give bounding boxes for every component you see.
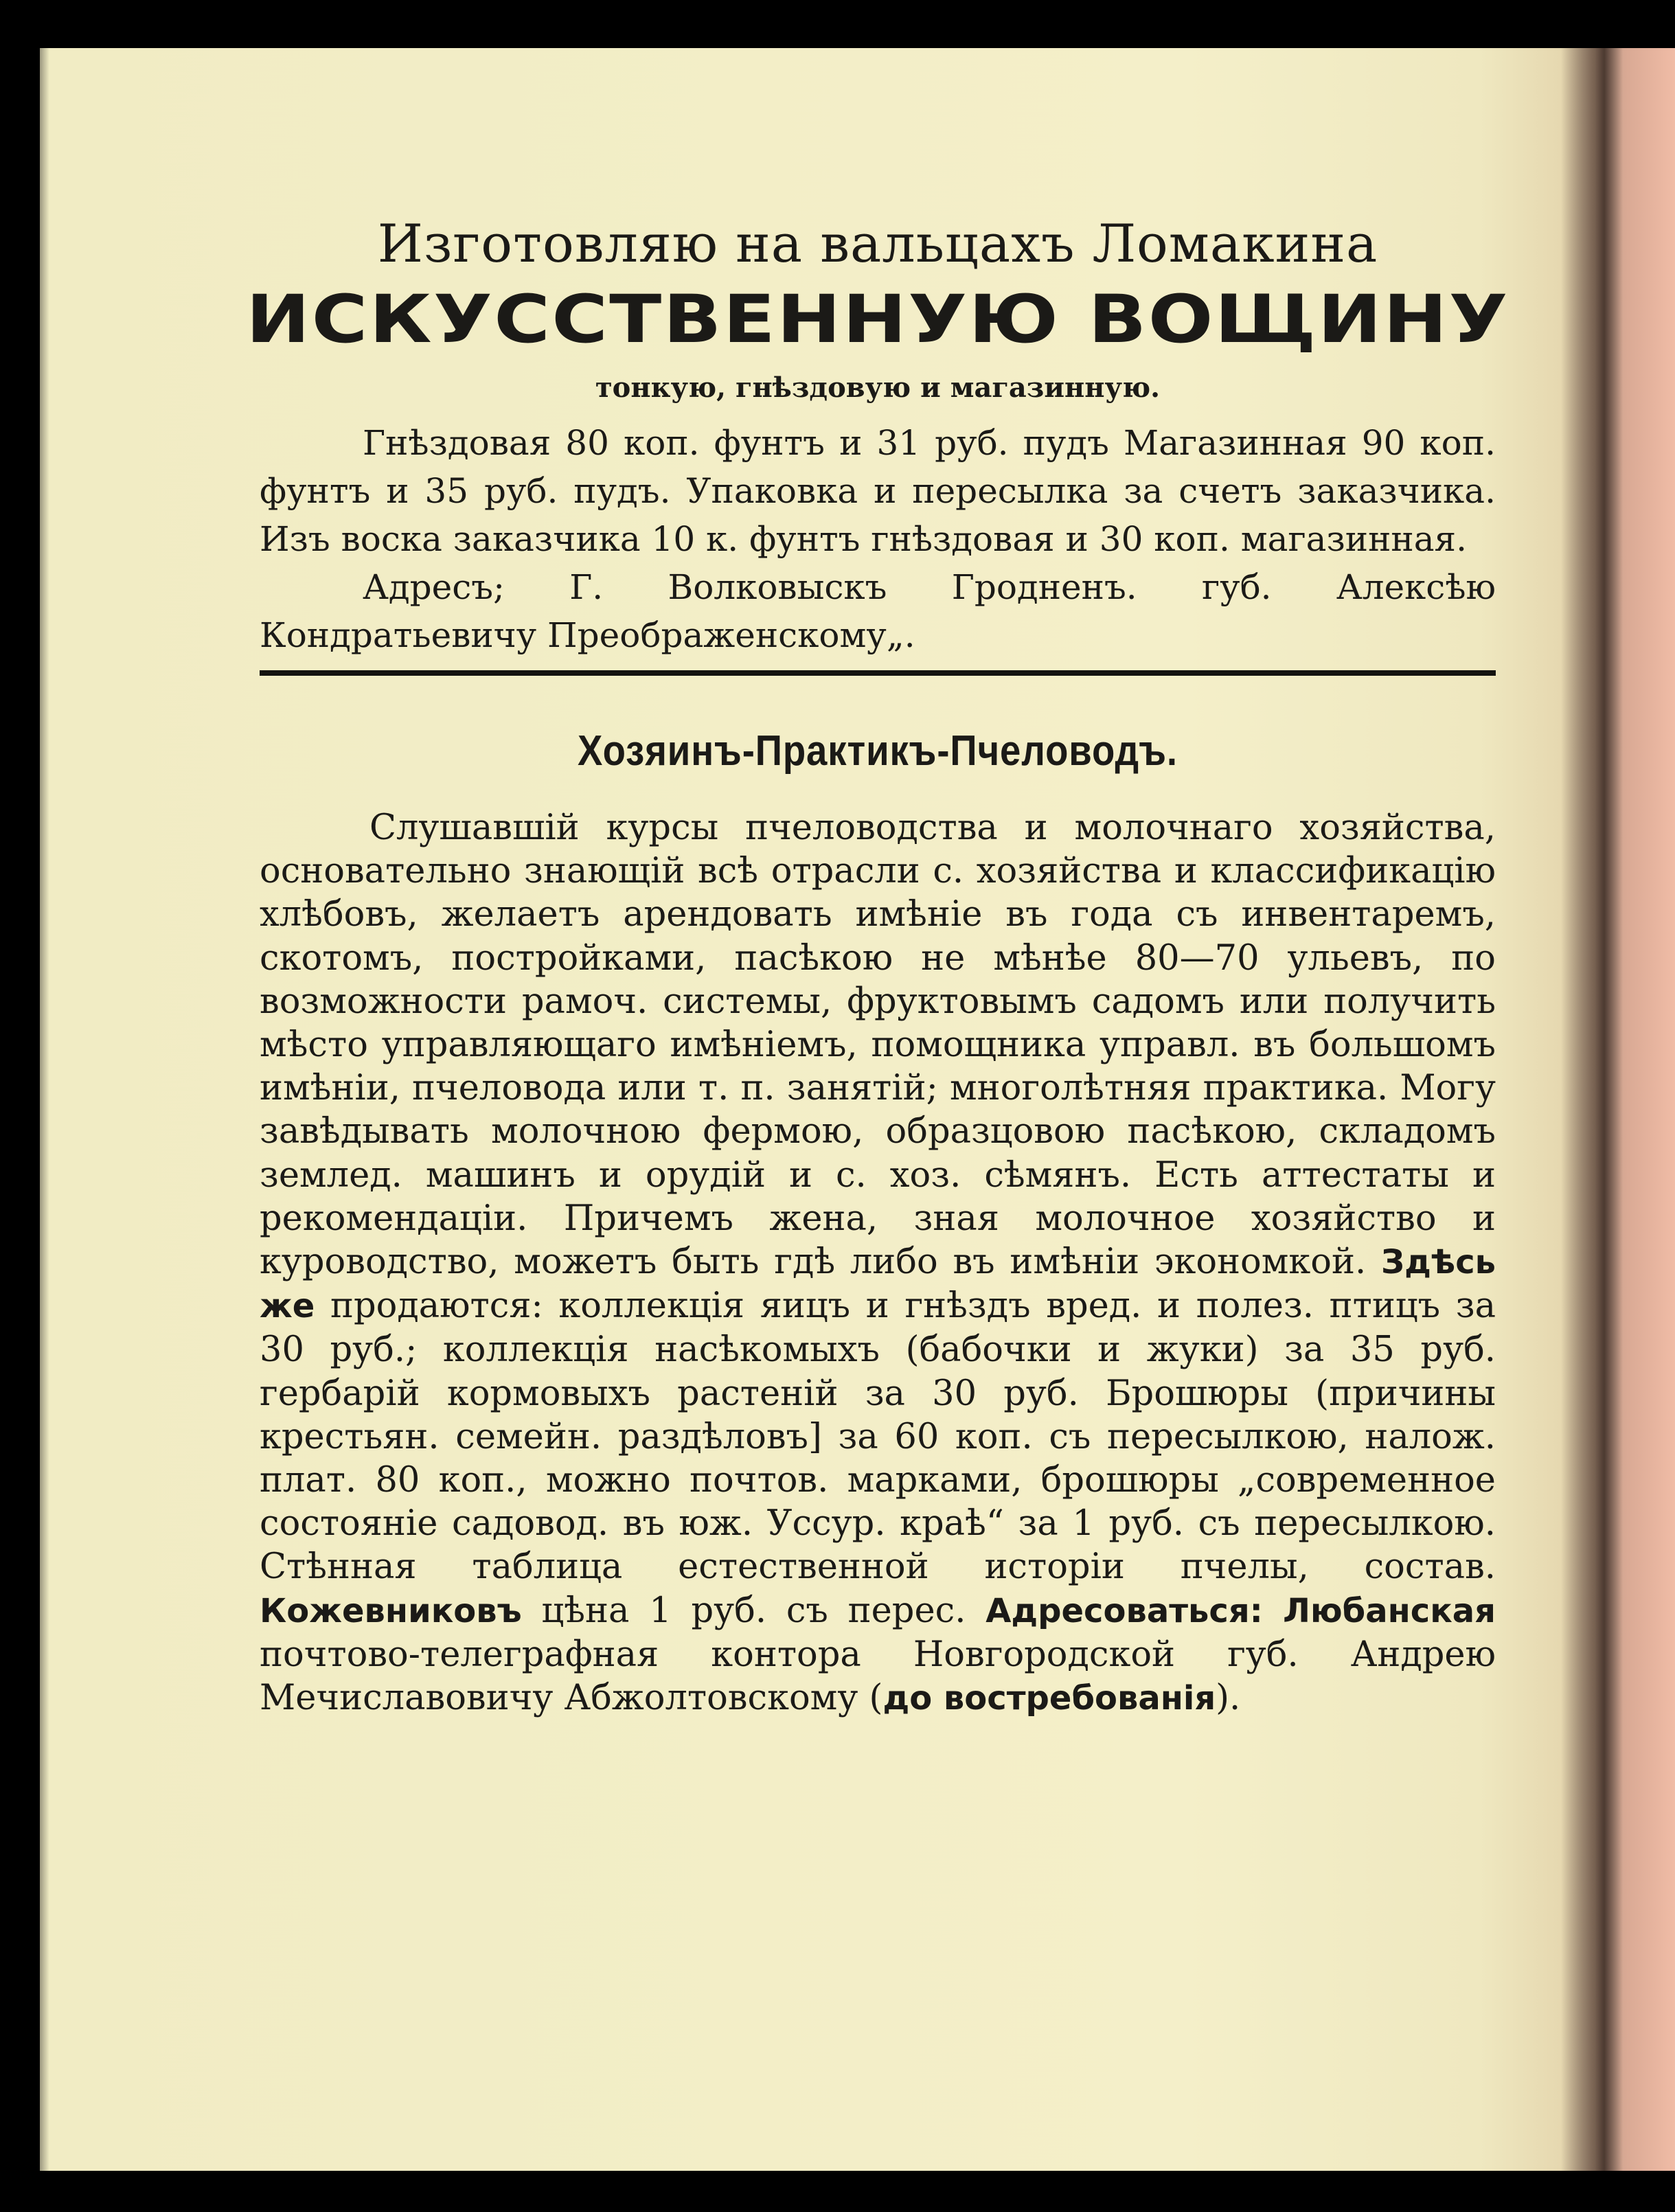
advertisement-wax-foundation [246, 206, 1509, 659]
advertisement-beekeeper [260, 724, 1496, 1720]
ad2-bold-author: Кожевниковъ [260, 1591, 522, 1630]
ad2-headline: Хозяинъ-Практикъ-Пчеловодъ. [578, 727, 1178, 775]
ad-price-text [260, 419, 1496, 659]
ad2-bold-here: Здѣсь же [260, 1243, 1496, 1326]
ad2-text-part-1: Слушавшій курсы пчеловодства и молочнаго хозяйства, основательно знающій всѣ отрасли с. хозяйства и классификацію хлѣбовъ, желаетъ арендовать имѣніе въ года съ инвентаремъ, скотомъ, постройками, пасѣкою не мѣнѣе 80—70 ульевъ, по возможности рамоч. системы, фруктовымъ садомъ или получить мѣсто управляющаго имѣніемъ, помощника управл. въ большомъ имѣніи, пчеловода или т. п. занятій; многолѣтняя практика. Могу завѣдывать молочною фермою, образцовою пасѣкою, складомъ землед. машинъ и орудій и с. хоз. сѣмянъ. Есть аттестаты и рекомендаціи. Причемъ жена, зная молочное хозяйство и куроводство, можетъ быть гдѣ либо въ имѣніи экономкой. [260, 808, 1496, 1283]
ad-subheadline: тонкую, гнѣздовую и магазинную. [595, 372, 1161, 404]
ad2-paragraph [260, 806, 1496, 1720]
ad-address-paragraph: Адресъ; Г. Волковыскъ Гродненъ. губ. Алексѣю Кондратьевичу Преображенскому„. [260, 567, 1496, 655]
ad2-text-part-5: ). [1216, 1678, 1241, 1719]
ad2-text-part-2: продаются: коллекція яицъ и гнѣздъ вред. и полез. птицъ за 30 руб.; коллекція насѣкомыхъ (бабочки и жуки) за 35 руб. гербарій кормовыхъ растеній за 30 руб. Брошюры (причины крестьян. семейн. раздѣловъ] за 60 коп. съ пересылкою, налож. плат. 80 коп., можно почтов. марками, брошюры „современное состояніе садовод. въ юж. Уссур. краѣ“ за 1 руб. съ пересылкою. Стѣнная таблица естественной исторіи пчелы, состав. [260, 1286, 1496, 1588]
ad2-text-part-4: почтово-телеграфная контора Новгородской губ. Андрею Мечиславовичу Абжолтовскому ( [260, 1634, 1496, 1719]
book-page [40, 48, 1675, 2171]
page-content [246, 206, 1509, 1720]
ad-prices-paragraph: Гнѣздовая 80 коп. фунтъ и 31 руб. пудъ Магазинная 90 коп. фунтъ и 35 руб. пудъ. Упаковка и пересылка за счетъ заказчика. Изъ воска заказчика 10 к. фунтъ гнѣздовая и 30 коп. магазинная. [260, 423, 1496, 559]
ad2-body-text [260, 806, 1496, 1720]
ad2-bold-address: Адресоваться: Любанская [985, 1591, 1496, 1630]
spine-shadow [1561, 48, 1623, 2171]
ad2-text-part-3: цѣна 1 руб. съ перес. [541, 1590, 966, 1631]
ad-headline: ИСКУССТВЕННУЮ ВОЩИНУ [246, 281, 1509, 358]
ad-intro-line: Изготовляю на вальцахъ Ломакина [377, 213, 1378, 274]
section-divider [260, 670, 1496, 676]
ad2-bold-poste-restante: до востребованія [882, 1679, 1216, 1718]
page-edge-shadow [40, 48, 49, 2171]
